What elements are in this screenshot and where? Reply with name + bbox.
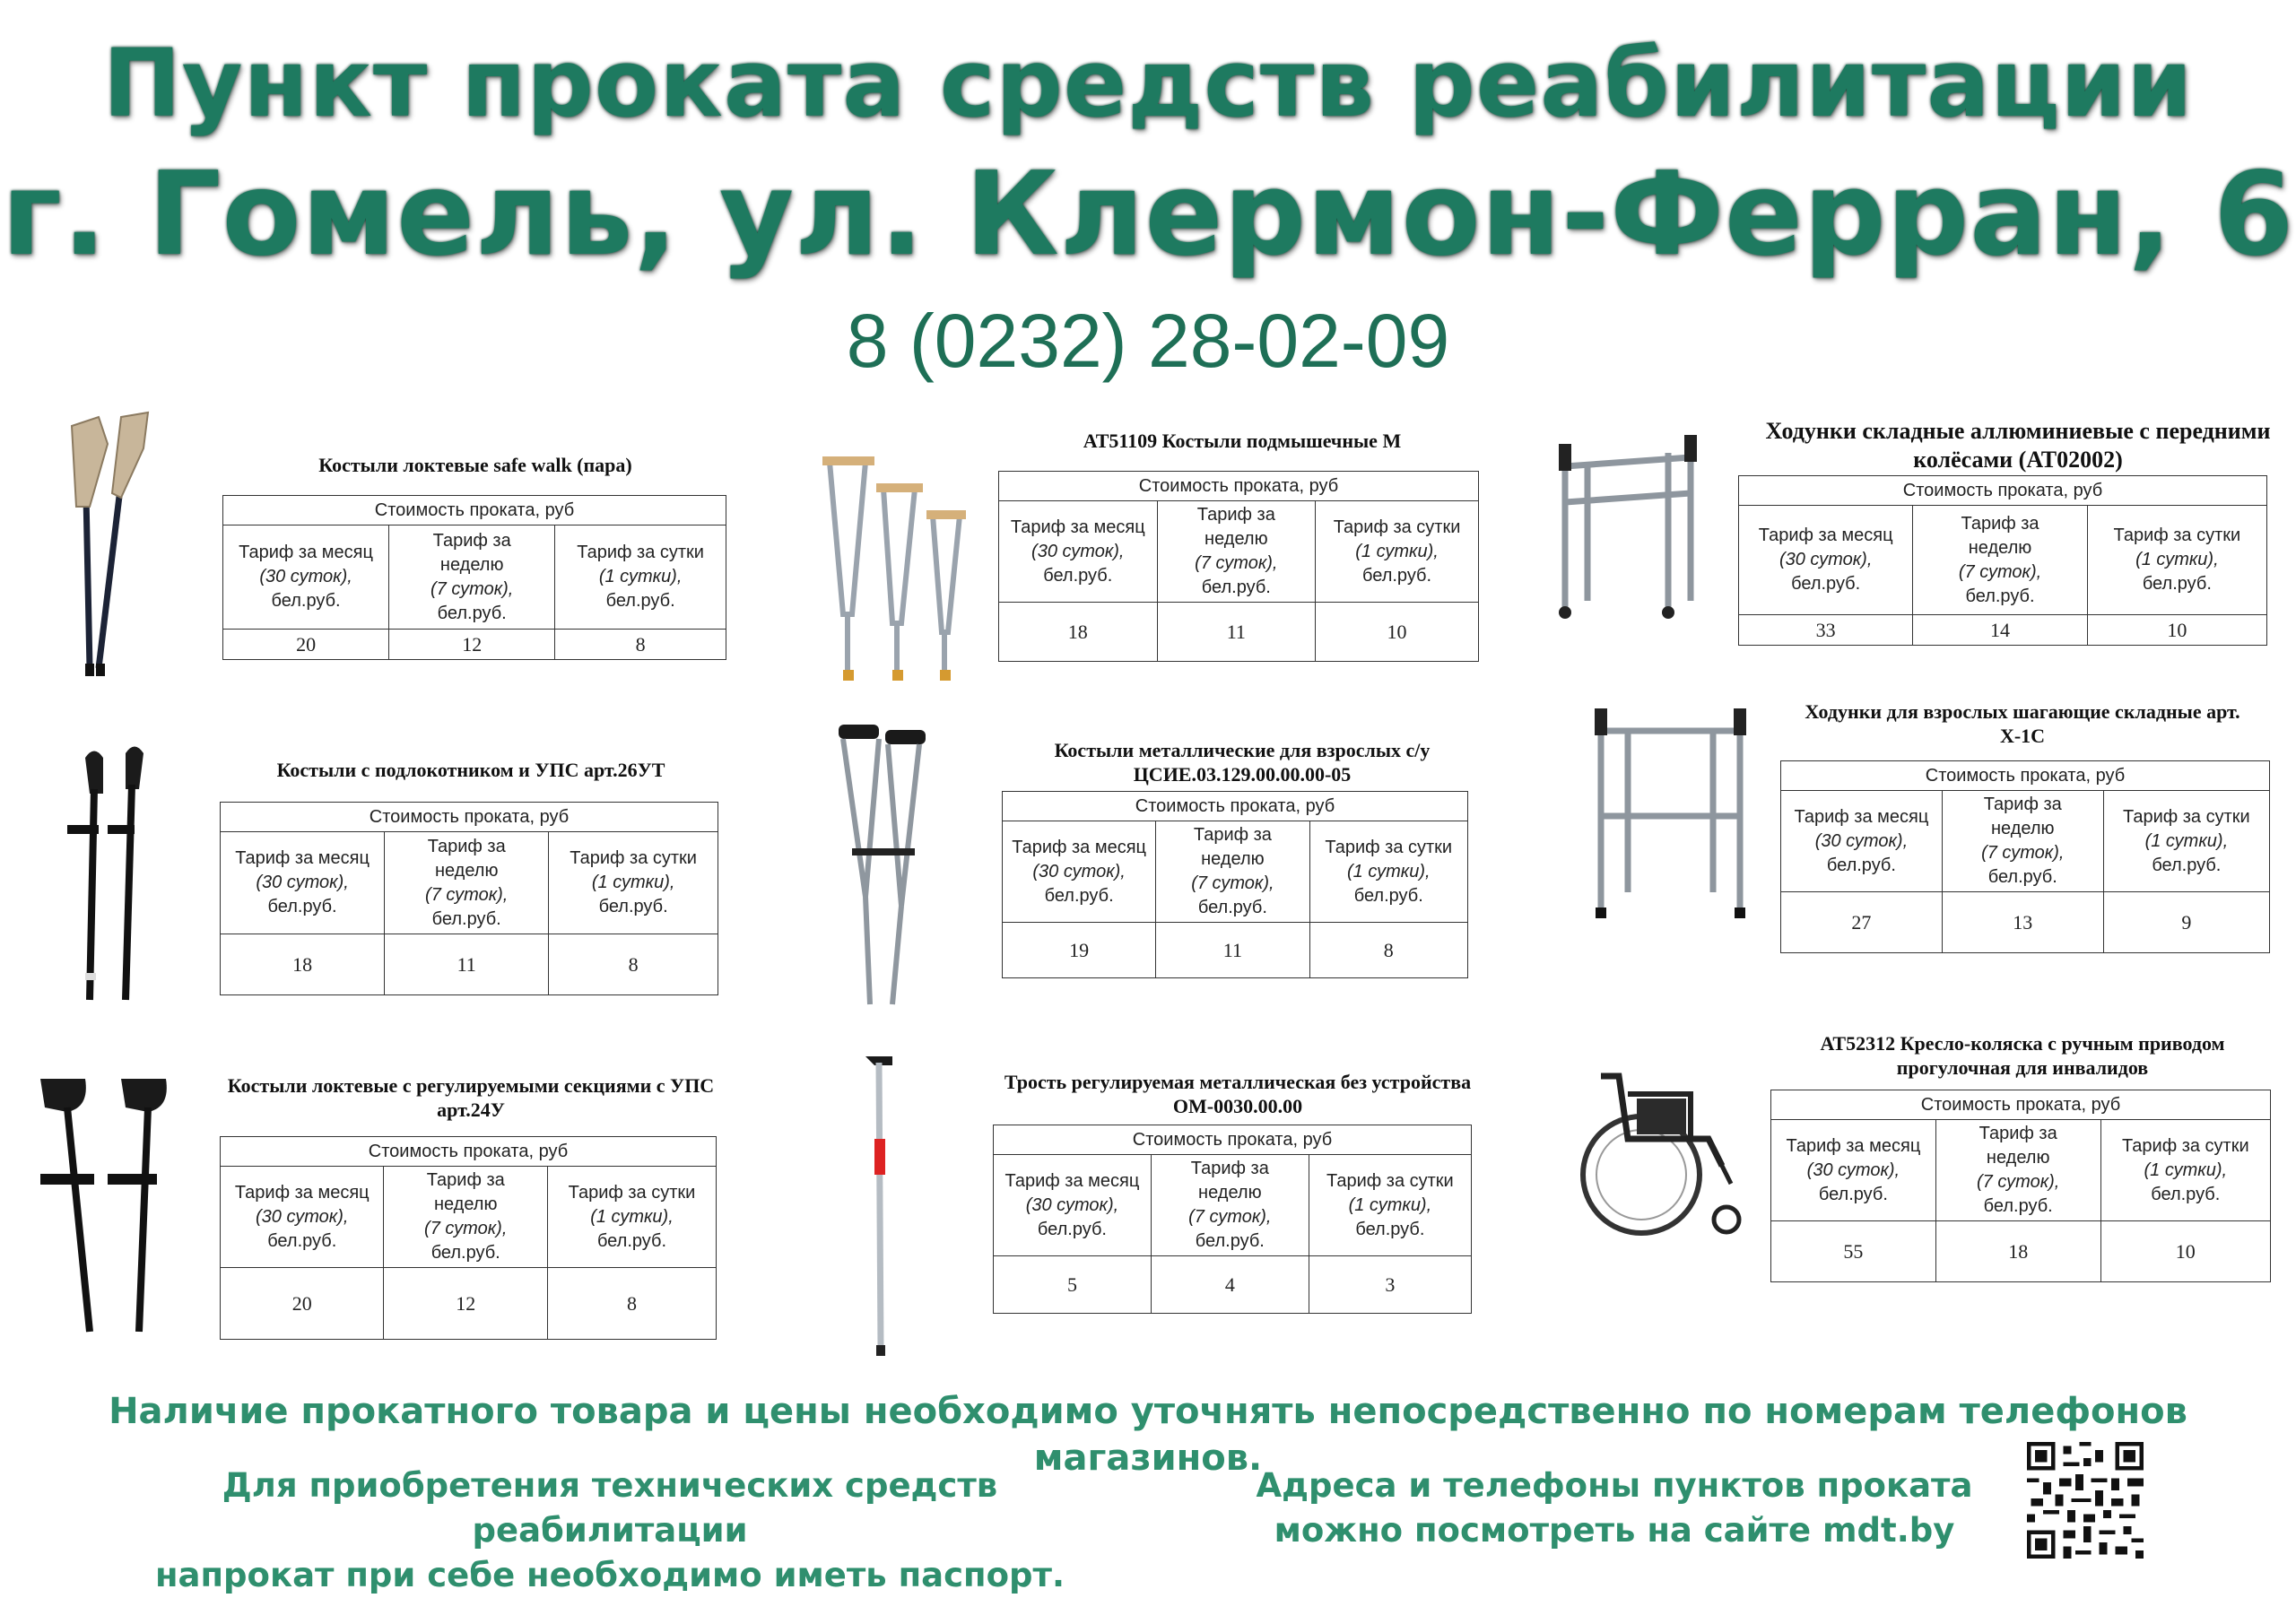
week-price: 12 — [389, 630, 555, 660]
week-header: Тариф за неделю (7 суток), бел.руб. — [384, 1167, 547, 1268]
product-title: Костыли с подлокотником и УПС арт.26УТ — [276, 759, 665, 781]
day-header: Тариф за сутки (1 сутки), бел.руб. — [1309, 1155, 1471, 1256]
product-title: Костыли металлические для взрослых с/у ЦСИЕ.03.129.00.00.00-05 — [1054, 739, 1431, 786]
product-title: Костыли локтевые с регулируемыми секциями с УПС арт.24У — [227, 1074, 715, 1121]
page-title: Пункт проката средств реабилитации — [102, 29, 2194, 138]
table-caption: Стоимость проката, руб — [1781, 761, 2270, 791]
qr-code-icon[interactable] — [2027, 1442, 2144, 1559]
week-price: 11 — [385, 934, 549, 995]
table-caption: Стоимость проката, руб — [223, 496, 726, 525]
month-header: Тариф за месяц (30 суток), бел.руб. — [1739, 506, 1913, 615]
day-price: 3 — [1309, 1256, 1471, 1314]
price-table — [1770, 1090, 2271, 1282]
price-table — [1738, 475, 2267, 646]
week-price: 14 — [1913, 615, 2087, 646]
phone-number: 8 (0232) 28-02-09 — [846, 299, 1450, 383]
day-price: 8 — [1309, 923, 1467, 978]
day-price: 8 — [547, 1268, 716, 1340]
product-title: Костыли локтевые safe walk (пара) — [318, 454, 632, 476]
day-header: Тариф за сутки (1 сутки), бел.руб. — [2100, 1120, 2270, 1221]
underarm-crutches-icon — [812, 435, 991, 686]
week-price: 18 — [1935, 1221, 2100, 1282]
week-price: 11 — [1156, 923, 1309, 978]
table-caption: Стоимость проката, руб — [1003, 792, 1468, 821]
day-price: 10 — [2087, 615, 2266, 646]
month-header: Тариф за месяц (30 суток), бел.руб. — [223, 525, 389, 630]
product-title: Трость регулируемая металлическая без устройства ОМ-0030.00.00 — [1004, 1071, 1472, 1117]
week-price: 11 — [1157, 603, 1316, 662]
day-price: 10 — [1316, 603, 1479, 662]
adjustable-crutches-icon — [31, 1072, 188, 1345]
elbow-crutches-icon — [36, 408, 179, 682]
walker-icon — [1587, 699, 1753, 924]
day-header: Тариф за сутки (1 сутки), бел.руб. — [2087, 506, 2266, 615]
day-header: Тариф за сутки (1 сутки), бел.руб. — [549, 832, 718, 934]
week-header: Тариф за неделю (7 суток), бел.руб. — [389, 525, 555, 630]
day-header: Тариф за сутки (1 сутки), бел.руб. — [1316, 501, 1479, 603]
month-header: Тариф за месяц (30 суток), бел.руб. — [221, 1167, 384, 1268]
week-price: 12 — [384, 1268, 547, 1340]
price-table — [220, 1136, 717, 1340]
month-price: 33 — [1739, 615, 1913, 646]
day-header: Тариф за сутки (1 сутки), бел.руб. — [2103, 791, 2269, 892]
week-header: Тариф за неделю (7 суток), бел.руб. — [1913, 506, 2087, 615]
month-price: 55 — [1771, 1221, 1936, 1282]
day-header: Тариф за сутки (1 сутки), бел.руб. — [1309, 821, 1467, 923]
day-price: 8 — [555, 630, 726, 660]
week-header: Тариф за неделю (7 суток), бел.руб. — [1157, 501, 1316, 603]
month-price: 20 — [223, 630, 389, 660]
price-table — [1002, 791, 1468, 978]
month-header: Тариф за месяц (30 суток), бел.руб. — [221, 832, 385, 934]
table-caption: Стоимость проката, руб — [1771, 1090, 2271, 1120]
week-header: Тариф за неделю (7 суток), бел.руб. — [1935, 1120, 2100, 1221]
week-price: 4 — [1151, 1256, 1309, 1314]
month-price: 27 — [1781, 892, 1943, 953]
website-note-line: Адреса и телефоны пунктов проката — [1256, 1466, 1973, 1505]
day-price: 8 — [549, 934, 718, 995]
week-header: Тариф за неделю (7 суток), бел.руб. — [1151, 1155, 1309, 1256]
day-header: Тариф за сутки (1 сутки), бел.руб. — [555, 525, 726, 630]
table-caption: Стоимость проката, руб — [999, 472, 1479, 501]
month-price: 18 — [999, 603, 1158, 662]
day-header: Тариф за сутки (1 сутки), бел.руб. — [547, 1167, 716, 1268]
month-header: Тариф за месяц (30 суток), бел.руб. — [999, 501, 1158, 603]
month-header: Тариф за месяц (30 суток), бел.руб. — [1781, 791, 1943, 892]
month-price: 19 — [1003, 923, 1156, 978]
day-price: 9 — [2103, 892, 2269, 953]
product-title: АТ52312 Кресло-коляска с ручным приводом прогулочная для инвалидов — [1820, 1032, 2225, 1079]
metal-crutches-icon — [830, 717, 937, 1013]
week-price: 13 — [1942, 892, 2103, 953]
walker-wheels-icon — [1552, 430, 1704, 623]
wheelchair-icon — [1574, 1067, 1762, 1242]
product-title: Ходунки складные аллюминиевые с передними колёсами (АТ02002) — [1765, 418, 2271, 473]
month-price: 20 — [221, 1268, 384, 1340]
price-table — [993, 1125, 1472, 1314]
passport-note — [117, 1463, 1103, 1598]
product-title: Ходунки для взрослых шагающие складные арт. Х-1С — [1805, 700, 2240, 747]
week-header: Тариф за неделю (7 суток), бел.руб. — [1156, 821, 1309, 923]
availability-note: Наличие прокатного товара и цены необходимо уточнять непосредственно по номерам телефонов магазинов. — [109, 1391, 2187, 1479]
week-header: Тариф за неделю (7 суток), бел.руб. — [1942, 791, 2103, 892]
price-table — [998, 471, 1479, 662]
month-price: 18 — [221, 934, 385, 995]
cane-icon — [852, 1049, 906, 1359]
product-title: АТ51109 Костыли подмышечные М — [1083, 430, 1402, 452]
website-note-line: можно посмотреть на сайте mdt.by — [1274, 1511, 1955, 1550]
table-caption: Стоимость проката, руб — [221, 803, 718, 832]
week-header: Тариф за неделю (7 суток), бел.руб. — [385, 832, 549, 934]
month-header: Тариф за месяц (30 суток), бел.руб. — [994, 1155, 1152, 1256]
price-table — [1780, 760, 2270, 953]
passport-note-line: напрокат при себе необходимо иметь паспорт. — [154, 1556, 1065, 1594]
website-note — [1256, 1463, 1973, 1553]
page-address: г. Гомель, ул. Клермон-Ферран, 6 — [1, 148, 2295, 282]
forearm-crutches-icon — [49, 740, 157, 1013]
month-header: Тариф за месяц (30 суток), бел.руб. — [1771, 1120, 1936, 1221]
table-caption: Стоимость проката, руб — [221, 1137, 717, 1167]
month-header: Тариф за месяц (30 суток), бел.руб. — [1003, 821, 1156, 923]
passport-note-line: Для приобретения технических средств реабилитации — [222, 1466, 998, 1550]
month-price: 5 — [994, 1256, 1152, 1314]
table-caption: Стоимость проката, руб — [994, 1125, 1472, 1155]
price-table — [220, 802, 718, 995]
price-table — [222, 495, 726, 660]
day-price: 10 — [2100, 1221, 2270, 1282]
table-caption: Стоимость проката, руб — [1739, 476, 2267, 506]
